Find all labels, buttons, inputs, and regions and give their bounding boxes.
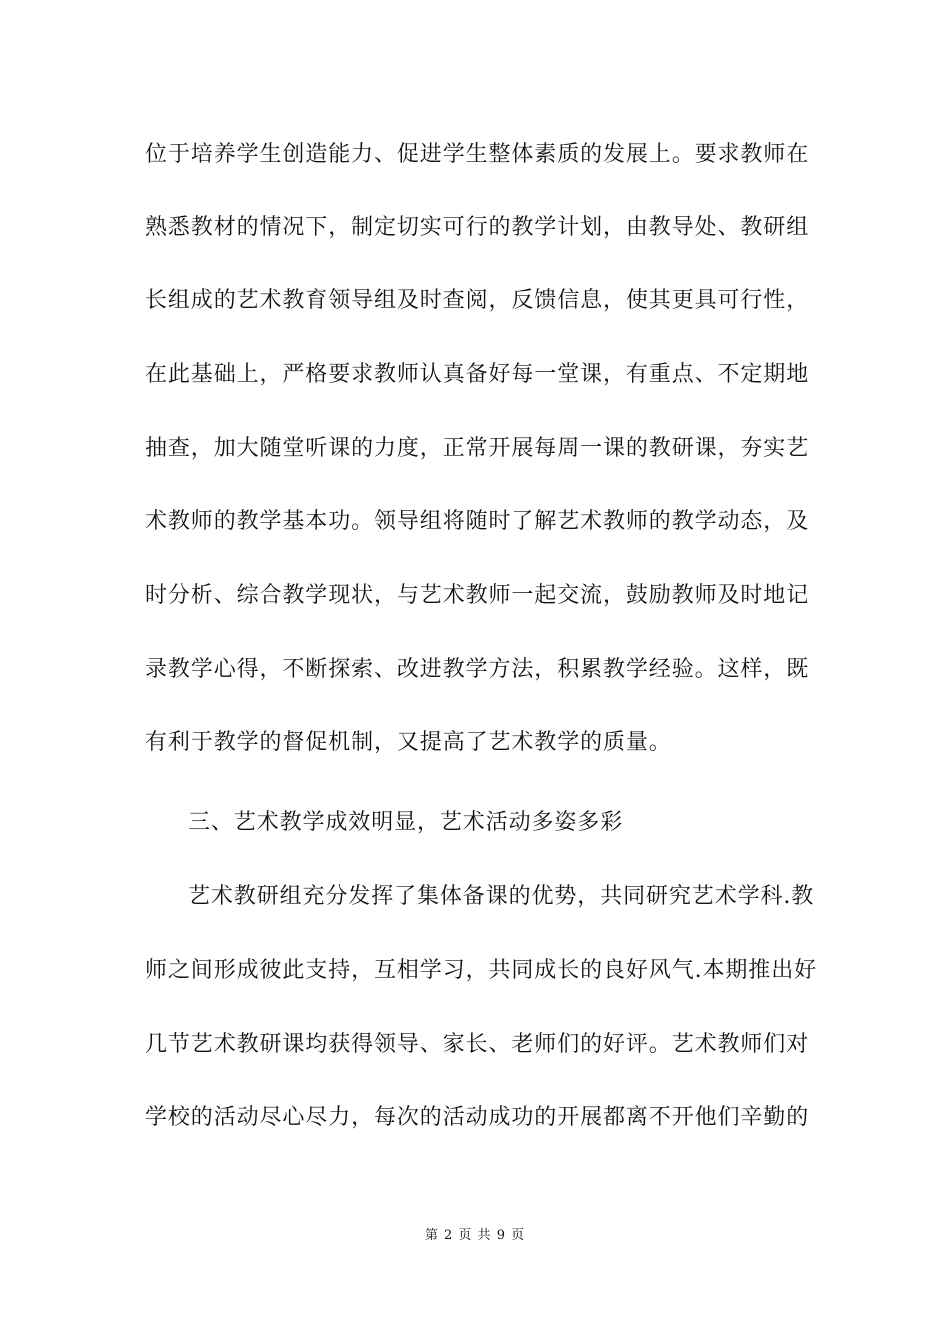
body-line-8: 录教学心得，不断探索、改进教学方法，积累教学经验。这样，既 <box>145 657 810 682</box>
body-line-6: 术教师的教学基本功。领导组将随时了解艺术教师的教学动态，及 <box>145 509 810 534</box>
body-line-9: 有利于教学的督促机制，又提高了艺术教学的质量。 <box>145 730 672 755</box>
page-number-footer: 第 2 页 共 9 页 <box>424 1228 526 1243</box>
body-line-7: 时分析、综合教学现状，与艺术教师一起交流，鼓励教师及时地记 <box>145 583 810 608</box>
para2-line-1: 艺术教研组充分发挥了集体备课的优势，共同研究艺术学科.教 <box>188 884 815 909</box>
body-line-5: 抽查，加大随堂听课的力度，正常开展每周一课的教研课，夯实艺 <box>145 436 810 461</box>
section-heading: 三、艺术教学成效明显，艺术活动多姿多彩 <box>188 810 624 835</box>
body-line-3: 长组成的艺术教育领导组及时查阅，反馈信息，使其更具可行性， <box>145 288 810 313</box>
para2-line-2: 师之间形成彼此支持，互相学习，共同成长的良好风气.本期推出好 <box>145 958 817 983</box>
body-line-4: 在此基础上，严格要求教师认真备好每一堂课，有重点、不定期地 <box>145 362 810 387</box>
para2-line-3: 几节艺术教研课均获得领导、家长、老师们的好评。艺术教师们对 <box>145 1032 810 1057</box>
body-line-2: 熟悉教材的情况下，制定切实可行的教学计划，由教导处、教研组 <box>145 215 810 240</box>
body-line-1: 位于培养学生创造能力、促进学生整体素质的发展上。要求教师在 <box>145 142 810 167</box>
para2-line-4: 学校的活动尽心尽力，每次的活动成功的开展都离不开他们辛勤的 <box>145 1105 810 1130</box>
